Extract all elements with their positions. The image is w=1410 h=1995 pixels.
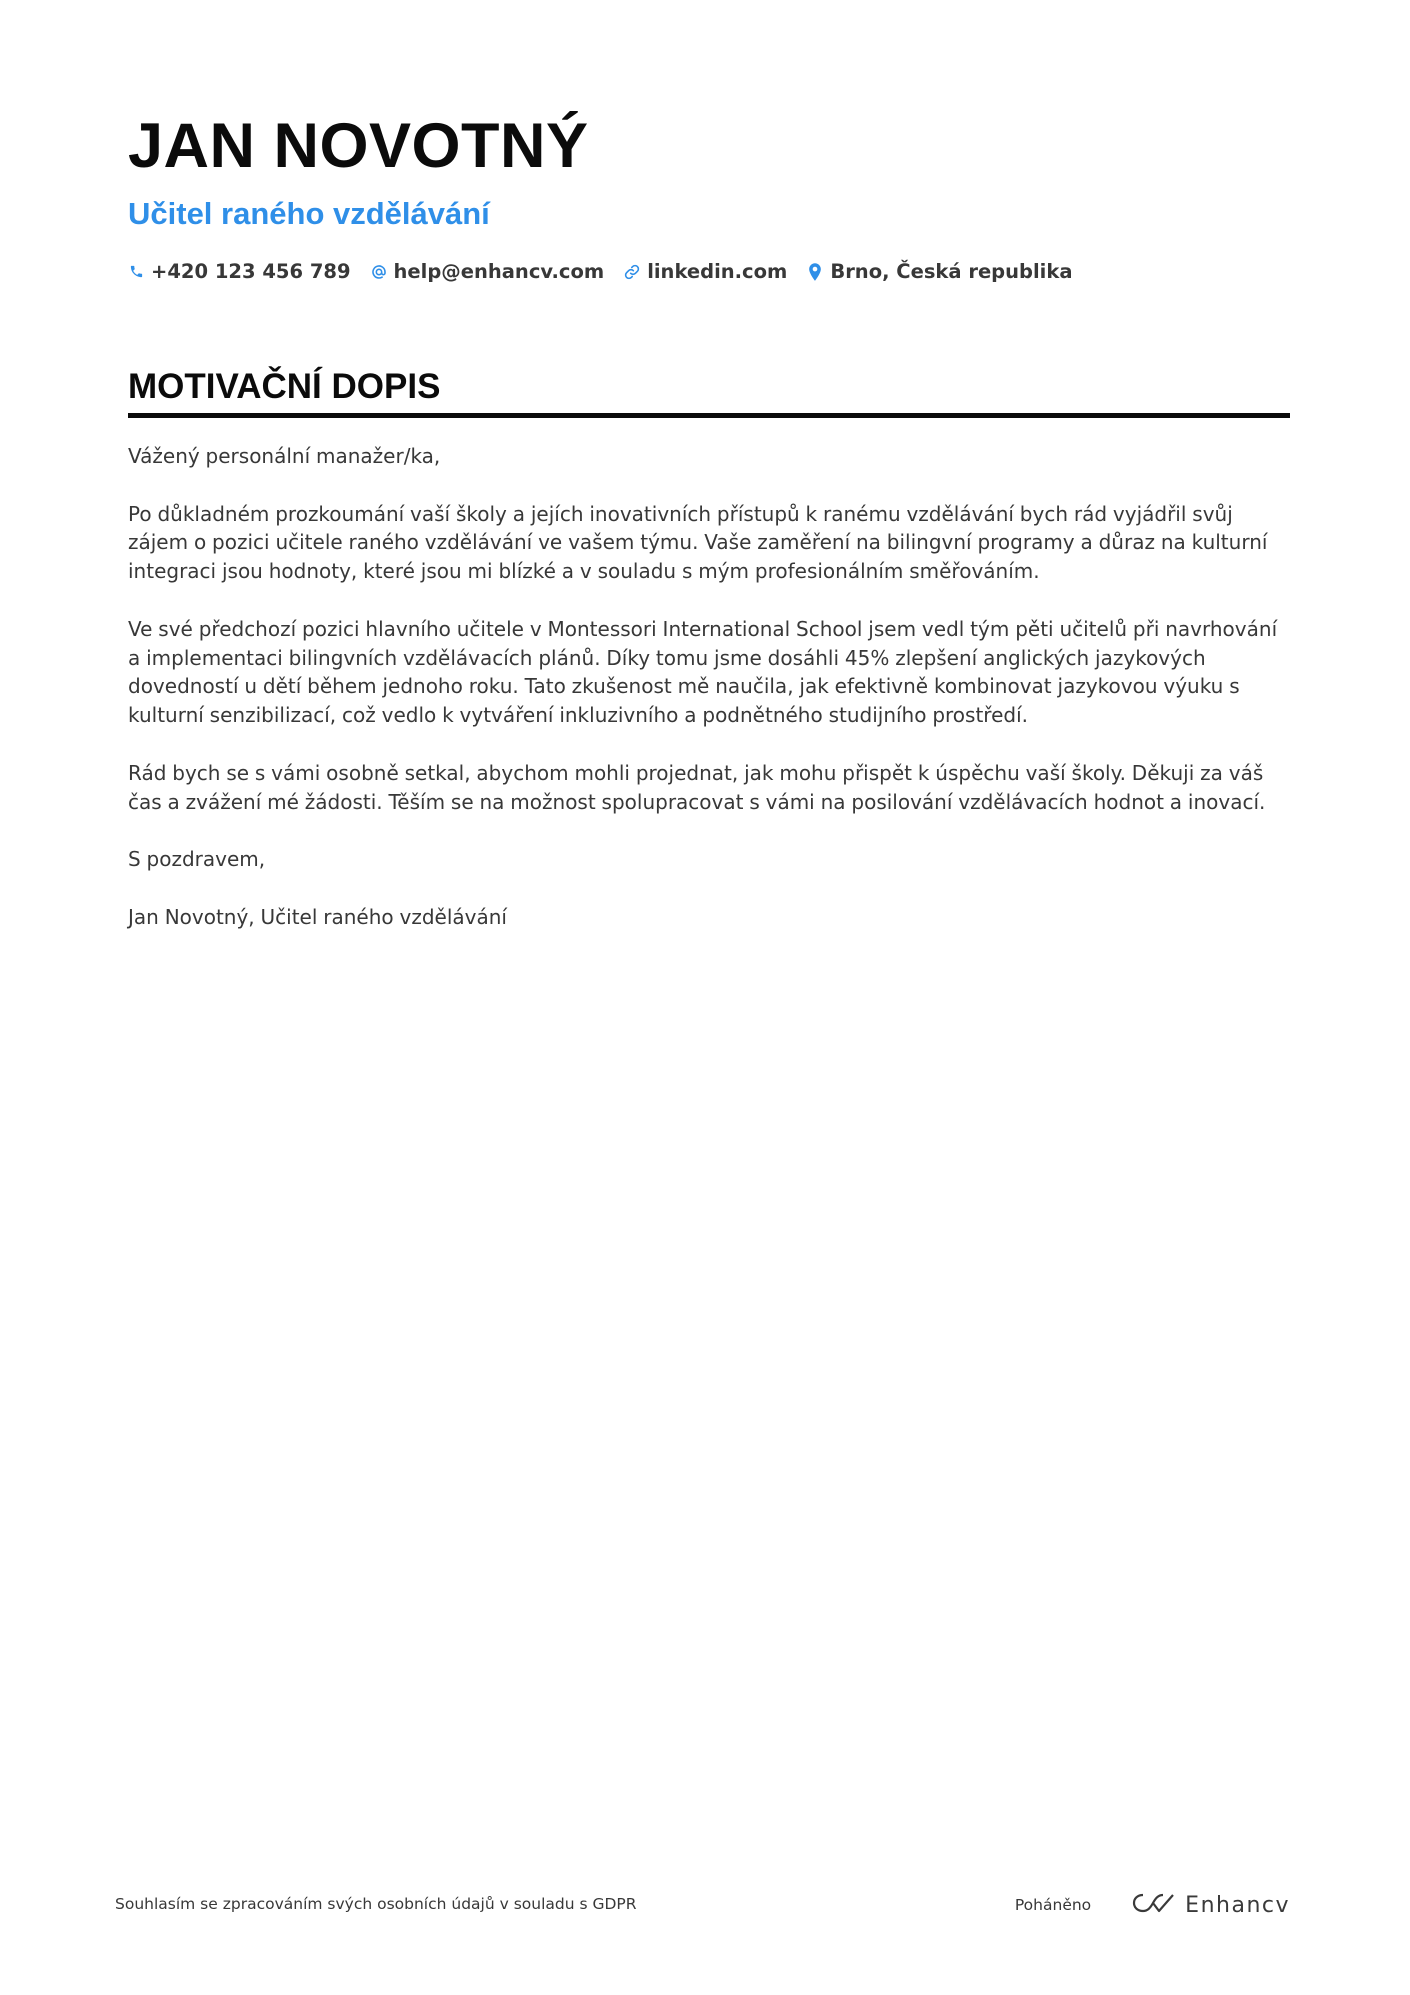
letter-body	[128, 442, 1290, 932]
section-title: MOTIVAČNÍ DOPIS	[128, 365, 1290, 418]
letter-greeting: Vážený personální manažer/ka,	[128, 444, 441, 468]
linkedin-link[interactable]: linkedin.com	[647, 260, 788, 283]
candidate-name: JAN NOVOTNÝ	[128, 111, 589, 181]
email-address[interactable]: help@enhancv.com	[393, 260, 605, 283]
contact-location	[807, 260, 1072, 283]
letter-paragraph: Ve své předchozí pozici hlavního učitele v Montessori International School jsem vedl tým pěti učitelů při navrhování a implementaci bilingvních vzdělávacích plánů. Díky tomu jsme dosáhli 45% zlepšení anglických jazykových dovedností u dětí během jednoho roku. Tato zkušenost mě naučila, jak efektivně kombinovat jazykovou výuku s kulturní senzibilizací, což vedlo k vytváření inkluzivního a podnětného studijního prostředí.	[128, 616, 1278, 728]
phone-number: +420 123 456 789	[151, 260, 351, 283]
link-icon	[624, 262, 640, 282]
footer-brand[interactable]	[1015, 1891, 1290, 1919]
letter-signature: Jan Novotný, Učitel raného vzdělávání	[128, 904, 507, 929]
phone-icon	[128, 262, 144, 282]
at-icon	[371, 262, 387, 282]
letter-closing: S pozdravem,	[128, 847, 266, 872]
brand-logo[interactable]	[1131, 1891, 1290, 1919]
contact-bar	[128, 260, 1290, 283]
contact-linkedin[interactable]	[624, 260, 787, 283]
brand-name: Enhancv	[1185, 1892, 1290, 1918]
cover-letter-section	[128, 365, 1290, 960]
header	[128, 108, 1290, 283]
gdpr-consent: Souhlasím se zpracováním svých osobních údajů v souladu s GDPR	[115, 1895, 637, 1913]
job-title: Učitel raného vzdělávání	[128, 196, 490, 231]
letter-paragraph: Po důkladném prozkoumání vaší školy a jejích inovativních přístupů k ranému vzdělávání bych rád vyjádřil svůj zájem o pozici učitele raného vzdělávání ve vašem týmu. Vaše zaměření na bilingvní programy a důraz na kulturní integraci jsou hodnoty, které jsou mi blízké a v souladu s mým profesionálním směřováním.	[128, 501, 1268, 584]
powered-by-label: Poháněno	[1014, 1896, 1092, 1914]
enhancv-logo-icon	[1131, 1891, 1177, 1919]
contact-email[interactable]	[371, 260, 605, 283]
location-pin-icon	[807, 262, 823, 282]
letter-paragraph: Rád bych se s vámi osobně setkal, abychom mohli projednat, jak mohu přispět k úspěchu vaší školy. Děkuji za váš čas a zvážení mé žádosti. Těším se na možnost spolupracovat s vámi na posilování vzdělávacích hodnot a inovací.	[128, 760, 1266, 814]
contact-phone	[128, 260, 351, 283]
location-text: Brno, Česká republika	[830, 260, 1073, 283]
